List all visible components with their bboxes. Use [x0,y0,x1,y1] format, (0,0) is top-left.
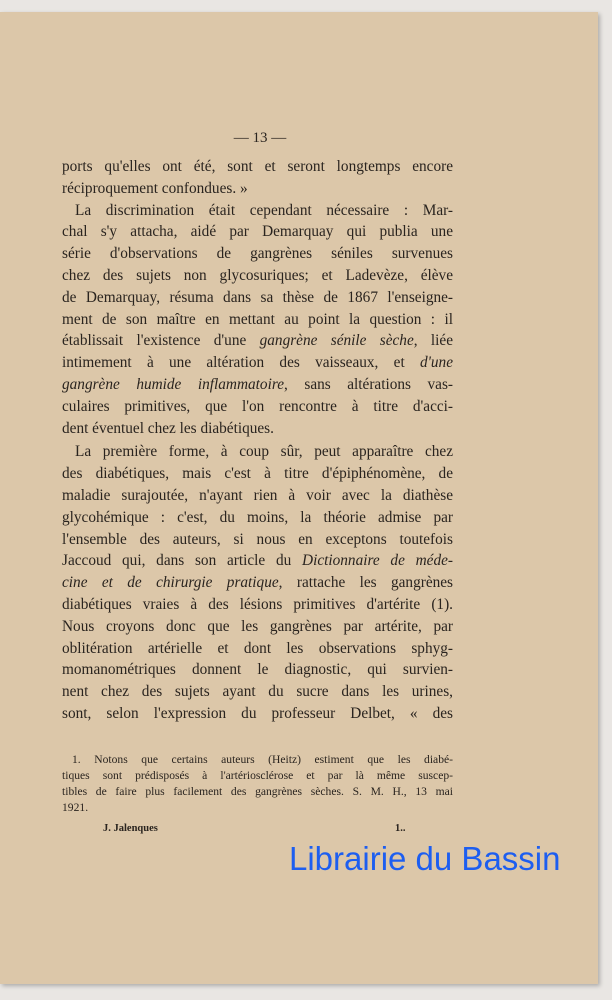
text-line: des diabétiques, mais c'est à titre d'épiphénomène, de [62,465,453,483]
text-span: , sans altérations vas- [284,375,453,393]
text-line: diabétiques vraies à des lésions primitives d'artérite (1). [62,595,453,613]
text-line: ment de son maître en mettant au point la question : il [62,310,453,328]
text-span: établissait l'existence d'une [62,332,260,350]
watermark: Librairie du Bassin [289,840,561,877]
page-number: — 13 — [233,130,287,146]
italic-span: cine et de chirurgie pratique [62,574,279,592]
text-line: de Demarquay, résuma dans sa thèse de 1867 l'enseigne- [62,288,453,306]
text-line [62,330,453,352]
text-line: dent éventuel chez les diabétiques. [62,419,274,437]
footnote [62,752,453,816]
footnote-line: 1. Notons que certains auteurs (Heitz) estiment que les diabé- [72,753,453,766]
italic-span: Dictionnaire de méde- [302,552,453,570]
text-span: intimement à une altération des vaisseaux, et [62,354,420,372]
text-line: chal s'y attacha, aidé par Demarquay qui publia une [62,223,453,241]
text-line: Nous croyons donc que les gangrènes par artérite, par [62,617,453,635]
text-line: ports qu'elles ont été, sont et seront longtemps encore [62,158,453,175]
text-line: réciproquement confondues. » [62,179,248,197]
text-line: oblitération artérielle et dont les observations sphyg- [62,639,453,657]
text-span: , rattache les gangrènes [278,574,454,592]
text-line: La discrimination était cependant nécessaire : Mar- [75,201,453,219]
text-line [62,352,453,374]
text-line: sont, selon l'expression du professeur Delbet, « des [62,704,453,722]
text-line: glycohémique : c'est, du moins, la théorie admise par [62,508,453,526]
text-span: Jaccoud qui, dans son article du [62,552,303,570]
text-line: culaires primitives, que l'on rencontre à titre d'acci- [62,397,453,415]
text-line: l'ensemble des auteurs, si nous en exceptons toutefois [62,530,453,548]
author-signature: J. Jalenques [103,823,158,834]
text-line [62,572,453,594]
footnote-line: tibles de faire plus facilement des gangrènes sèches. S. M. H., 13 mai [62,785,453,798]
document-page [0,12,598,984]
text-line: La première forme, à coup sûr, peut apparaître chez [75,443,453,461]
text-line: momanométriques donnent le diagnostic, qui survien- [62,661,453,679]
footnote-line: tiques sont prédisposés à l'artériosclérose et par là même suscep- [62,769,453,782]
footnote-line: 1921. [62,801,89,814]
text-line: nent chez des sujets ayant du sucre dans les urines, [62,683,453,701]
body-text [62,156,453,725]
signature-mark: 1.. [395,823,406,834]
text-line [62,550,453,572]
text-line: série d'observations de gangrènes séniles survenues [62,245,453,263]
italic-span: gangrène humide inflammatoire [62,375,284,393]
italic-span: d'une [419,354,453,372]
text-span: , liée [413,332,453,350]
text-line: maladie surajoutée, n'ayant rien à voir avec la diathèse [62,486,453,504]
text-line [62,374,453,396]
italic-span: gangrène sénile sèche [259,332,414,350]
text-line: chez des sujets non glycosuriques; et Ladevèze, élève [62,266,453,284]
